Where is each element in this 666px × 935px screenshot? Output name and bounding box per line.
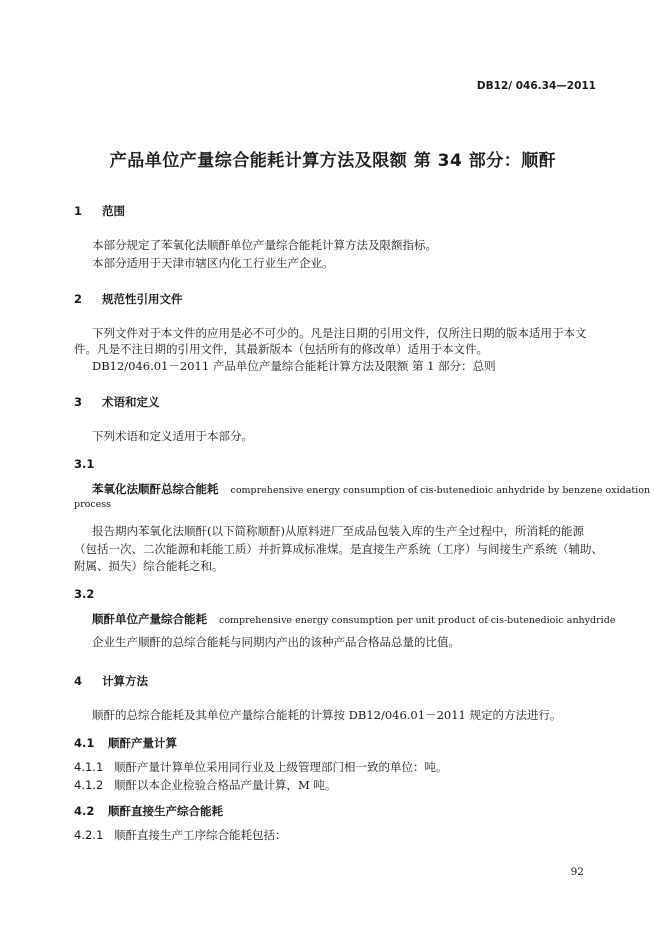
normative-reference: DB12/046.01－2011 产品单位产量综合能耗计算方法及限额 第 1 部分：总则 bbox=[92, 359, 496, 373]
clause-number: 4.1.1 bbox=[74, 760, 104, 774]
clause-4-1-2 bbox=[74, 777, 336, 793]
definition: 报告期内苯氧化法顺酐(以下简称顺酐)从原料进厂至成品包装入库的生产全过程中，所消耗的能源 bbox=[92, 524, 584, 538]
paragraph: 本部分规定了苯氧化法顺酐单位产量综合能耗计算方法及限额指标。 bbox=[92, 238, 437, 252]
subsection-title: 顺酐产量计算 bbox=[108, 736, 177, 750]
page-number: 92 bbox=[570, 866, 584, 878]
term-name: 顺酐单位产量综合能耗 bbox=[92, 612, 207, 626]
subsection-number: 4.1 bbox=[74, 736, 95, 750]
document-title: 产品单位产量综合能耗计算方法及限额 第 34 部分：顺酐 bbox=[109, 151, 557, 171]
section-number: 1 bbox=[74, 204, 83, 218]
section-title: 计算方法 bbox=[102, 674, 148, 688]
term-english-continued: process bbox=[74, 499, 112, 510]
definition: 企业生产顺酐的总综合能耗与同期内产出的该种产品合格品总量的比值。 bbox=[92, 635, 460, 649]
section-number: 3 bbox=[74, 395, 83, 409]
section-1-heading bbox=[74, 203, 125, 219]
section-number: 2 bbox=[74, 292, 83, 306]
subsection-4-2-heading bbox=[74, 803, 223, 819]
paragraph: 顺酐的总综合能耗及其单位产量综合能耗的计算按 DB12/046.01－2011 规定的方法进行。 bbox=[92, 708, 562, 722]
section-3-heading bbox=[74, 394, 160, 410]
term-english: comprehensive energy consumption per unit product of cis-butenedioic anhydride bbox=[219, 615, 616, 626]
clause-4-1-1 bbox=[74, 759, 448, 775]
term-number: 3.1 bbox=[74, 457, 95, 471]
section-title: 规范性引用文件 bbox=[102, 292, 183, 306]
subsection-title: 顺酐直接生产综合能耗 bbox=[108, 804, 223, 818]
definition: 附属、损失）综合能耗之和。 bbox=[74, 559, 224, 573]
paragraph: 本部分适用于天津市辖区内化工行业生产企业。 bbox=[92, 256, 334, 270]
clause-text: 顺酐直接生产工序综合能耗包括： bbox=[114, 828, 287, 842]
definition: （包括一次、二次能源和耗能工质）并折算成标准煤。是直接生产系统（工序）与间接生产系统（辅助、 bbox=[74, 542, 603, 556]
clause-number: 4.2.1 bbox=[74, 828, 104, 842]
term-name: 苯氧化法顺酐总综合能耗 bbox=[92, 482, 219, 496]
term-entry bbox=[92, 611, 615, 627]
term-entry bbox=[92, 481, 650, 497]
paragraph: 下列术语和定义适用于本部分。 bbox=[92, 429, 253, 443]
paragraph: 下列文件对于本文件的应用是必不可少的。凡是注日期的引用文件，仅所注日期的版本适用于本文 bbox=[92, 326, 587, 340]
section-title: 术语和定义 bbox=[102, 395, 160, 409]
subsection-4-1-heading bbox=[74, 735, 177, 751]
term-english: comprehensive energy consumption of cis-butenedioic anhydride by benzene oxidation bbox=[230, 485, 651, 496]
standard-code: DB12/ 046.34—2011 bbox=[476, 80, 596, 92]
term-number: 3.2 bbox=[74, 587, 95, 601]
section-4-heading bbox=[74, 673, 148, 689]
clause-text: 顺酐以本企业检验合格品产量计算，M 吨。 bbox=[114, 778, 337, 792]
paragraph: 件。凡是不注日期的引用文件，其最新版本（包括所有的修改单）适用于本文件。 bbox=[74, 342, 488, 356]
clause-4-2-1 bbox=[74, 827, 287, 843]
section-title: 范围 bbox=[102, 204, 125, 218]
section-number: 4 bbox=[74, 674, 83, 688]
clause-number: 4.1.2 bbox=[74, 778, 104, 792]
clause-text: 顺酐产量计算单位采用同行业及上级管理部门相一致的单位：吨。 bbox=[114, 760, 448, 774]
subsection-number: 4.2 bbox=[74, 804, 95, 818]
section-2-heading bbox=[74, 291, 183, 307]
